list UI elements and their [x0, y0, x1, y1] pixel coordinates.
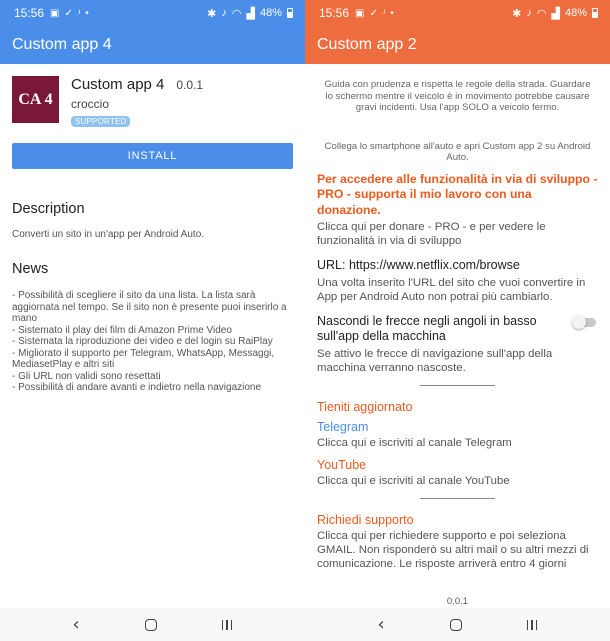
back-icon[interactable]: ‹ — [72, 614, 80, 635]
gallery-icon: ▣ — [50, 7, 60, 19]
connect-instructions: Collega lo smartphone all'auto e apri Custom app 2 su Android Auto. — [324, 140, 591, 163]
home-icon[interactable] — [450, 619, 462, 631]
description-text: Converti un sito in un'app per Android Auto. — [12, 229, 205, 240]
support-item[interactable] — [305, 513, 610, 571]
telegram-text: Clicca qui e iscriviti al canale Telegram — [317, 436, 512, 449]
app-info — [71, 76, 203, 129]
bluetooth-icon: ✱ — [512, 7, 522, 20]
system-icons — [512, 7, 598, 20]
url-text: Una volta inserito l'URL del sito che vuoi convertire in App per Android Auto non potrai più cambiarlo. — [317, 276, 586, 303]
battery-percent: 48% — [259, 7, 282, 19]
safety-warning: Guida con prudenza e rispetta le regole della strada. Guardare lo schermo mentre il veicolo è in movimento potrebbe causare gravi incidenti. Usa l'app SOLO a veicolo fermo. — [324, 79, 591, 113]
battery-icon — [287, 8, 293, 18]
youtube-text: Clicca qui e iscriviti al canale YouTube — [317, 474, 510, 487]
notification-icons — [355, 8, 394, 19]
telegram-heading: Telegram — [317, 419, 369, 434]
battery-percent: 48% — [564, 7, 587, 19]
support-heading: Richiedi supporto — [317, 512, 414, 527]
news-item: - Sistemata la riproduzione dei video e del login su RaiPlay — [12, 336, 273, 347]
notification-icon: ʴ — [77, 7, 81, 19]
news-heading: News — [12, 261, 49, 277]
divider — [420, 498, 495, 499]
hide-arrows-heading: Nascondi le frecce negli angoli in basso sull'app della macchina — [317, 313, 537, 343]
app-bar-title: Custom app 4 — [12, 36, 112, 53]
status-time: 15:56 — [14, 6, 45, 20]
pro-item[interactable] — [305, 172, 610, 249]
toggle-knob — [572, 315, 586, 329]
supported-badge: SUPPORTED — [71, 116, 130, 127]
settings-list[interactable] — [305, 64, 610, 595]
check-icon: ✓ — [64, 7, 73, 19]
pro-text: Clicca qui per donare - PRO - e per vedere le funzionalità in via di sviluppo — [317, 221, 546, 247]
mute-icon: ♪ — [221, 7, 227, 19]
description-heading: Description — [12, 201, 85, 217]
home-icon[interactable] — [145, 619, 157, 631]
youtube-heading: YouTube — [317, 457, 367, 472]
app-version: 0.0.1 — [176, 78, 204, 92]
url-item[interactable] — [305, 258, 610, 304]
status-bar — [0, 0, 305, 26]
hide-arrows-item[interactable] — [305, 314, 610, 375]
news-item: - Possibilità di andare avanti e indietro nella navigazione — [12, 382, 262, 393]
footer-version: 0.0.1 — [446, 596, 469, 607]
dot-icon: • — [390, 7, 394, 19]
url-heading: URL: https://www.netflix.com/browse — [317, 258, 520, 272]
telegram-item[interactable] — [305, 420, 610, 450]
gallery-icon: ▣ — [355, 7, 365, 19]
hide-arrows-text: Se attivo le frecce di navigazione sull'app della macchina verranno nascoste. — [317, 347, 553, 374]
install-button[interactable]: INSTALL — [12, 143, 293, 169]
news-item: - Gli URL non validi sono resettati — [12, 370, 161, 382]
news-item: - Possibilità di scegliere il sito da una lista. La lista sarà aggiornata nel tempo. Se il sito non è presente puoi inserirlo a mano — [12, 290, 287, 324]
news-item: - Sistemato il play dei film di Amazon Prime Video — [12, 324, 232, 336]
youtube-item[interactable] — [305, 458, 610, 488]
system-icons — [207, 7, 293, 20]
wifi-icon: ◠ — [231, 7, 242, 20]
right-screen — [305, 0, 610, 641]
app-bar-title: Custom app 2 — [317, 36, 417, 53]
app-bar — [305, 26, 610, 64]
divider — [420, 385, 495, 386]
support-text: Clicca qui per richiedere supporto e poi seleziona GMAIL. Non risponderò su altri mail o su altri mezzi di comunicazione. Le risposte arriverà entro 4 giorni — [317, 529, 589, 570]
news-item: - Migliorato il supporto per Telegram, WhatsApp, Messaggi, MediasetPlay e altri siti — [12, 347, 275, 370]
recents-icon[interactable] — [222, 620, 233, 630]
notification-icon: ʴ — [382, 7, 386, 19]
updates-heading: Tieniti aggiornato — [317, 399, 413, 414]
nav-bar — [0, 608, 305, 641]
signal-icon: ▟ — [246, 7, 255, 20]
app-author: croccio — [71, 97, 110, 111]
status-time: 15:56 — [319, 6, 350, 20]
news-list — [0, 290, 305, 394]
mute-icon: ♪ — [526, 7, 532, 19]
battery-icon — [592, 8, 598, 18]
hide-arrows-toggle[interactable] — [574, 318, 596, 327]
signal-icon: ▟ — [551, 7, 560, 20]
app-header — [0, 64, 305, 129]
dot-icon: • — [85, 7, 89, 19]
back-icon[interactable]: ‹ — [377, 614, 385, 635]
app-logo: CA 4 — [12, 76, 59, 123]
bluetooth-icon: ✱ — [207, 7, 217, 20]
recents-icon[interactable] — [527, 620, 538, 630]
pro-heading: Per accedere alle funzionalità in via di sviluppo - PRO - supporta il mio lavoro con una donazione. — [317, 171, 598, 217]
status-bar — [305, 0, 610, 26]
nav-bar — [305, 608, 610, 641]
wifi-icon: ◠ — [536, 7, 547, 20]
notification-icons — [50, 8, 89, 19]
app-bar — [0, 26, 305, 64]
check-icon: ✓ — [369, 7, 378, 19]
app-name: Custom app 4 — [71, 76, 165, 93]
